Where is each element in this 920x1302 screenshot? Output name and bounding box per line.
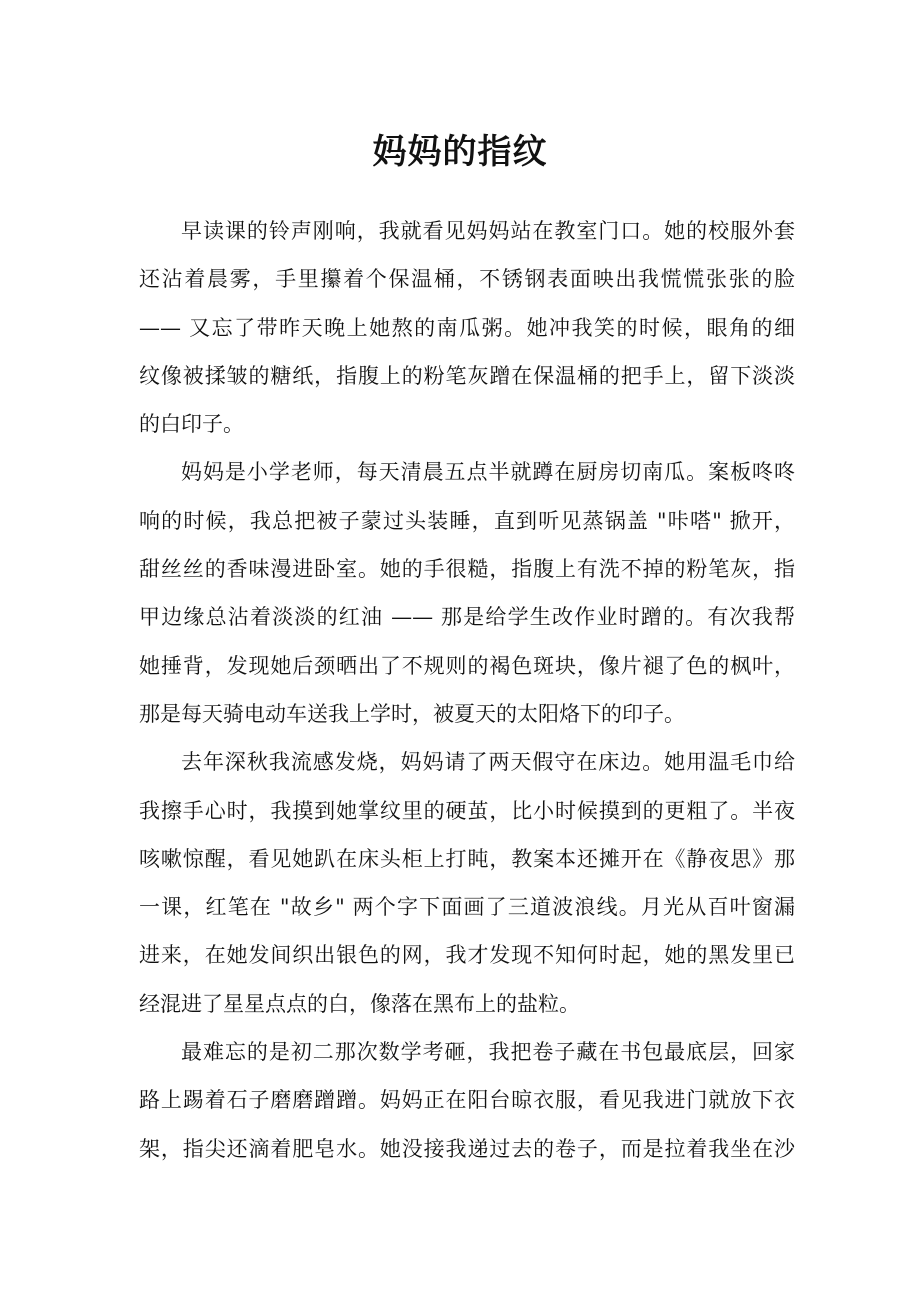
text-line: 咳嗽惊醒，看见她趴在床头柜上打盹，教案本还摊开在《静夜思》那 — [139, 846, 795, 871]
text-line: 早读课的铃声刚响，我就看见妈妈站在教室门口。她的校服外套 — [181, 219, 795, 243]
text-line: 去年深秋我流感发烧，妈妈请了两天假守在床边。她用温毛巾给 — [181, 750, 795, 775]
text-line: 妈妈是小学老师，每天清晨五点半就蹲在厨房切南瓜。案板咚咚 — [181, 460, 795, 485]
text-line: 的白印子。 — [139, 412, 244, 437]
text-line: 最难忘的是初二那次数学考砸，我把卷子藏在书包最底层，回家 — [181, 1040, 795, 1065]
text-line: 一课，红笔在 "故乡" 两个字下面画了三道波浪线。月光从百叶窗漏 — [139, 895, 795, 920]
paragraph — [139, 1028, 795, 1173]
text-line: 那是每天骑电动车送我上学时，被夏天的太阳烙下的印子。 — [139, 701, 685, 726]
paragraph — [139, 448, 795, 738]
text-line: 架，指尖还滴着肥皂水。她没接我递过去的卷子，而是拉着我坐在沙 — [139, 1136, 795, 1161]
document-title: 妈妈的指纹 — [372, 132, 548, 172]
text-line: 甜丝丝的香味漫进卧室。她的手很糙，指腹上有洗不掉的粉笔灰，指 — [139, 557, 795, 582]
essay-body — [139, 207, 795, 1173]
text-line: 路上踢着石子磨磨蹭蹭。妈妈正在阳台晾衣服，看见我进门就放下衣 — [139, 1088, 795, 1113]
text-line: —— 又忘了带昨天晚上她熬的南瓜粥。她冲我笑的时候，眼角的细 — [139, 315, 795, 340]
paragraph — [139, 207, 795, 448]
text-line: 响的时候，我总把被子蒙过头装睡，直到听见蒸锅盖 "咔嗒" 掀开， — [139, 508, 795, 533]
text-line: 经混进了星星点点的白，像落在黑布上的盐粒。 — [139, 991, 580, 1016]
text-line: 进来，在她发间织出银色的网，我才发现不知何时起，她的黑发里已 — [139, 943, 795, 968]
text-line: 纹像被揉皱的糖纸，指腹上的粉笔灰蹭在保温桶的把手上，留下淡淡 — [139, 363, 795, 388]
text-line: 她捶背，发现她后颈晒出了不规则的褐色斑块，像片褪了色的枫叶， — [139, 653, 795, 678]
text-line: 还沾着晨雾，手里攥着个保温桶，不锈钢表面映出我慌慌张张的脸 — [139, 267, 795, 292]
text-line: 甲边缘总沾着淡淡的红油 —— 那是给学生改作业时蹭的。有次我帮 — [139, 605, 795, 630]
paragraph — [139, 738, 795, 1028]
text-line: 我擦手心时，我摸到她掌纹里的硬茧，比小时候摸到的更粗了。半夜 — [139, 798, 795, 823]
